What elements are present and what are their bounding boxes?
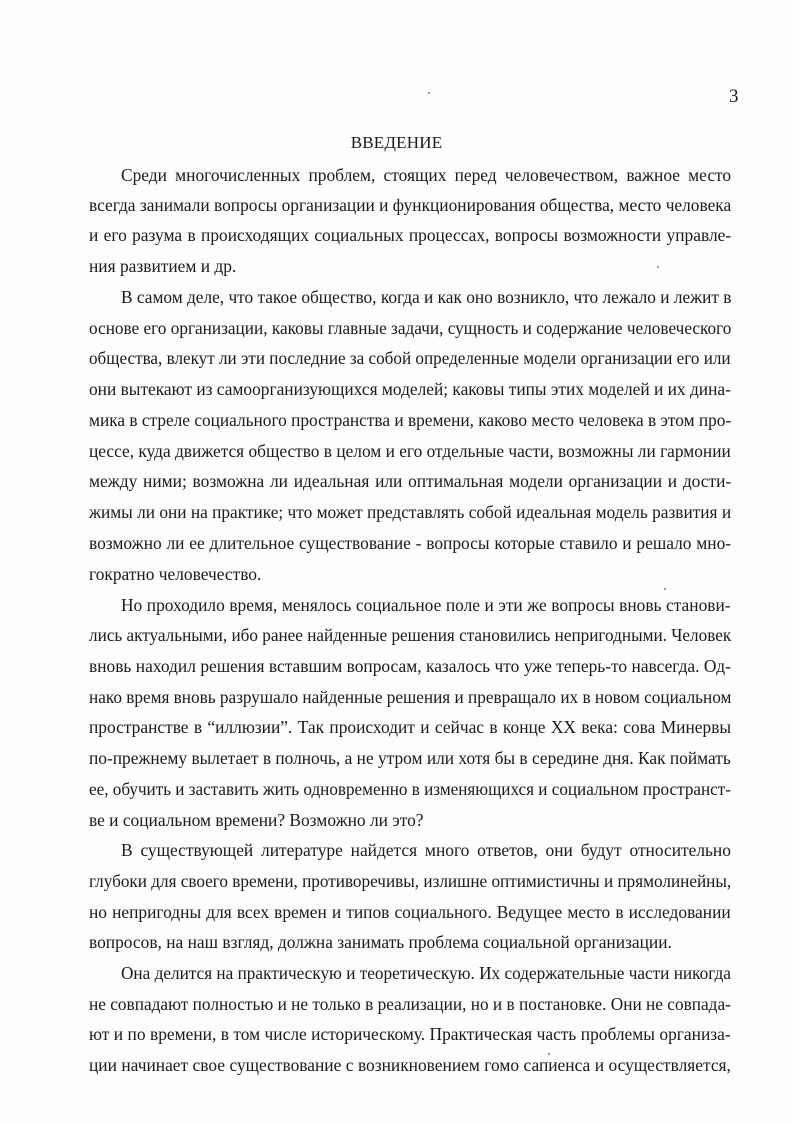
text-line: между ними; возможна ли идеальная или оптимальная модели организации и дости- [89,471,732,491]
text-line: возможно ли ее длительное существование - вопросы которые ставило и решало мно- [89,533,732,553]
text-line: лись актуальными, ибо ранее найденные решения становились непригодными. Человек [89,625,732,645]
text-line: Среди многочисленных проблем, стоящих перед человечеством, важное место [121,165,732,185]
text-line: цессе, куда движется общество в целом и его отдельные части, возможны ли гармонии [89,441,731,461]
text-line: ции начинает свое существование с возникновением гомо сапиенса и осуществляется, [89,1055,731,1075]
scan-speck [428,92,430,94]
text-line: не совпадают полностью и не только в реализации, но и в постановке. Они не совпада- [89,994,731,1014]
text-line: пространстве в “иллюзии”. Так происходит и сейчас в конце XX века: сова Минервы [89,717,732,737]
text-line: ния развитием и др. [89,256,237,276]
text-line: основе его организации, каковы главные задачи, сущность и содержание человеческого [89,318,732,338]
text-line: мика в стреле социального пространства и времени, каково место человека в этом про- [89,410,732,430]
text-line: общества, влекут ли эти последние за собой определенные модели организации его или [89,348,731,368]
text-line: гократно человечество. [89,564,262,584]
text-line: но непригодны для всех времен и типов социального. Ведущее место в исследовании [89,902,731,922]
text-line: вопросов, на наш взгляд, должна занимать проблема социальной организации. [89,932,672,952]
text-line: нако время вновь разрушало найденные решения и превращало их в новом социальном [89,687,732,707]
text-line: ют и по времени, в том числе историческому. Практическая часть проблемы организа- [89,1024,731,1044]
text-line: В существующей литературе найдется много ответов, они будут относительно [121,840,731,860]
text-line: жимы ли они на практике; что может представлять собой идеальная модель развития и [89,502,732,522]
page-number: 3 [729,86,739,107]
text-line: В самом деле, что такое общество, когда и как оно возникло, что лежало и лежит в [121,287,732,307]
text-line: по-прежнему вылетает в полночь, а не утром или хотя бы в середине дня. Как поймать [89,748,731,768]
scan-speck [664,588,666,590]
text-line: ве и социальном времени? Возможно ли это? [89,810,424,830]
text-line: глубоки для своего времени, противоречивы, излишне оптимистичны и прямолинейны, [89,871,732,891]
scan-speck [548,1053,550,1055]
text-line: Она делится на практическую и теоретическую. Их содержательные части никогда [121,963,731,983]
text-line: Но проходило время, менялось социальное поле и эти же вопросы вновь станови- [121,595,731,615]
text-line: ее, обучить и заставить жить одновременно в изменяющихся и социальном пространст- [89,779,731,799]
text-line: они вытекают из самоорганизующихся моделей; каковы типы этих моделей и их дина- [89,379,731,399]
section-heading: ВВЕДЕНИЕ [350,133,443,152]
text-line: вновь находил решения вставшим вопросам, казалось что уже теперь-то навсегда. Од- [89,656,731,676]
text-line: и его разума в происходящих социальных процессах, вопросы возможности управле- [89,225,732,245]
text-line: всегда занимали вопросы организации и функционирования общества, место человека [89,195,732,215]
scan-speck [657,266,659,268]
